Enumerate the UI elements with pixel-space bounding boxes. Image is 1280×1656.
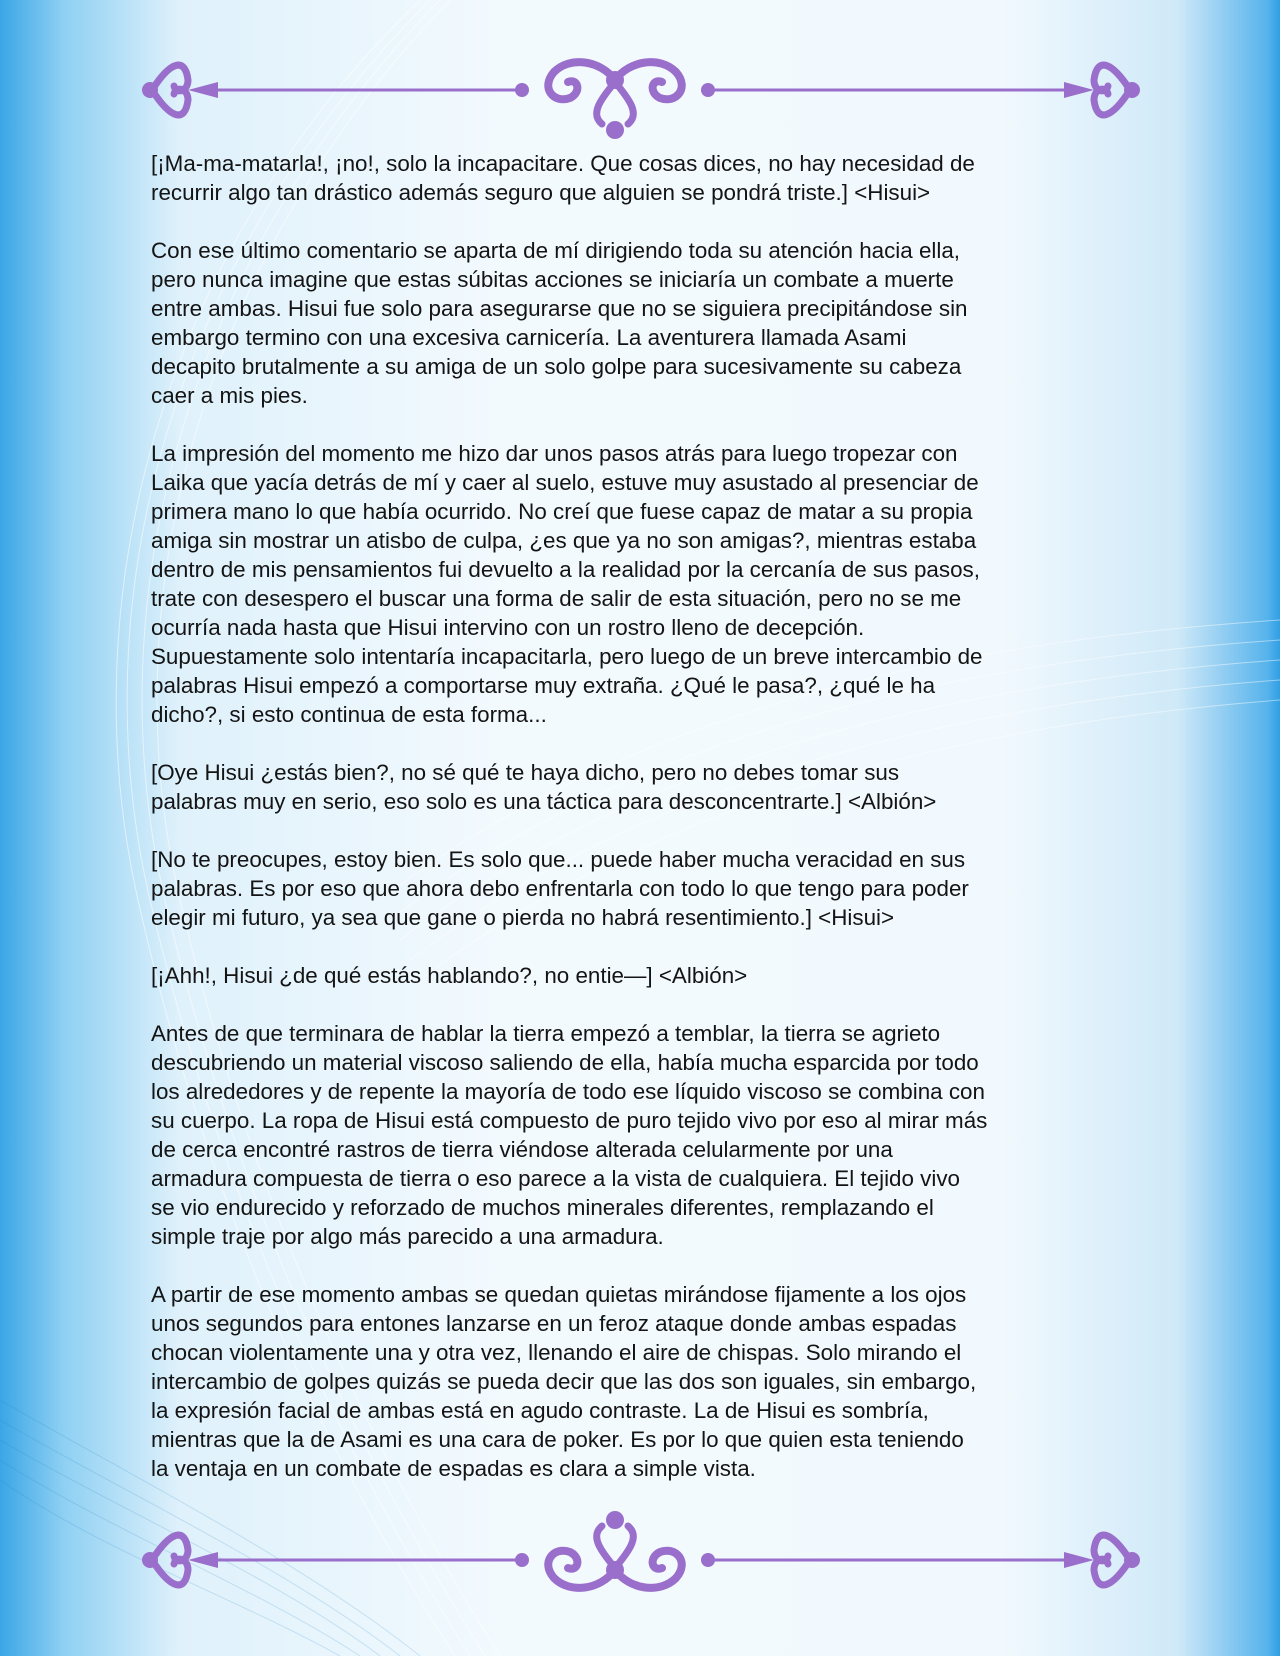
paragraph-4: [Oye Hisui ¿estás bien?, no sé qué te haya dicho, pero no debes tomar sus palabras muy en serio, eso solo es una táctica para desconcentrarte.] <Albión>	[151, 760, 937, 814]
paragraph-6: [¡Ahh!, Hisui ¿de qué estás hablando?, no entie—] <Albión>	[151, 963, 748, 988]
top-flourish-ornament	[130, 42, 1150, 142]
bottom-flourish-ornament	[130, 1508, 1150, 1608]
paragraph-7: Antes de que terminara de hablar la tierra empezó a temblar, la tierra se agrieto descubriendo un material viscoso saliendo de ella, había mucha esparcida por todo los alrededores y de repente la mayoría de todo ese líquido viscoso se combina con su cuerpo. La ropa de Hisui está compuesto de puro tejido vivo por eso al mirar más de cerca encontré rastros de tierra viéndose alterada celularmente por una armadura compuesta de tierra o eso parece a la vista de cualquiera. El tejido vivo se vio endurecido y reforzado de muchos minerales diferentes, remplazando el simple traje por algo más parecido a una armadura.	[151, 1021, 988, 1249]
document-body	[151, 149, 1101, 1512]
paragraph-2: Con ese último comentario se aparta de mí dirigiendo toda su atención hacia ella, pero nunca imagine que estas súbitas acciones se iniciaría un combate a muerte entre ambas. Hisui fue solo para asegurarse que no se siguiera precipitándose sin embargo termino con una excesiva carnicería. La aventurera llamada Asami decapito brutalmente a su amiga de un solo golpe para sucesivamente su cabeza caer a mis pies.	[151, 238, 968, 408]
paragraph-8: A partir de ese momento ambas se quedan quietas mirándose fijamente a los ojos unos segundos para entones lanzarse en un feroz ataque donde ambas espadas chocan violentamente una y otra vez, llenando el aire de chispas. Solo mirando el intercambio de golpes quizás se pueda decir que las dos son iguales, sin embargo, la expresión facial de ambas está en agudo contraste. La de Hisui es sombría, mientras que la de Asami es una cara de poker. Es por lo que quien esta teniendo la ventaja en un combate de espadas es clara a simple vista.	[151, 1282, 977, 1481]
paragraph-3: La impresión del momento me hizo dar unos pasos atrás para luego tropezar con Laika que yacía detrás de mí y caer al suelo, estuve muy asustado al presenciar de primera mano lo que había ocurrido. No creí que fuese capaz de matar a su propia amiga sin mostrar un atisbo de culpa, ¿es que ya no son amigas?, mientras estaba dentro de mis pensamientos fui devuelto a la realidad por la cercanía de sus pasos, trate con desespero el buscar una forma de salir de esta situación, pero no se me ocurría nada hasta que Hisui intervino con un rostro lleno de decepción. Supuestamente solo intentaría incapacitarla, pero luego de un breve intercambio de palabras Hisui empezó a comportarse muy extraña. ¿Qué le pasa?, ¿qué le ha dicho?, si esto continua de esta forma...	[151, 441, 983, 727]
paragraph-5: [No te preocupes, estoy bien. Es solo que... puede haber mucha veracidad en sus palabras. Es por eso que ahora debo enfrentarla con todo lo que tengo para poder elegir mi futuro, ya sea que gane o pierda no habrá resentimiento.] <Hisui>	[151, 847, 969, 930]
paragraph-1: [¡Ma-ma-matarla!, ¡no!, solo la incapacitare. Que cosas dices, no hay necesidad de recurrir algo tan drástico además seguro que alguien se pondrá triste.] <Hisui>	[151, 151, 975, 205]
